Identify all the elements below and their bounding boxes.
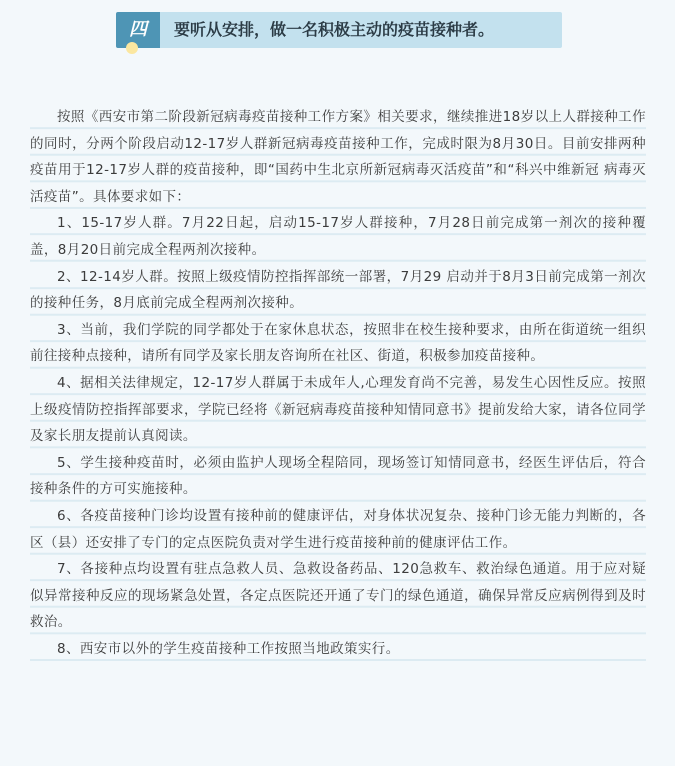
paragraph-item-6: 6、各疫苗接种门诊均设置有接种前的健康评估，对身体状况复杂、接种门诊无能力判断的，各区（县）还安排了专门的定点医院负责对学生进行疫苗接种前的健康评估工作。 <box>30 503 646 556</box>
paragraph-item-7: 7、各接种点均设置有驻点急救人员、急救设备药品、120急救车、救治绿色通道。用于应对疑似异常接种反应的现场紧急处置，各定点医院还开通了专门的绿色通道，确保异常反应病例得到及时救治。 <box>30 556 646 636</box>
paragraph-intro: 按照《西安市第二阶段新冠病毒疫苗接种工作方案》相关要求，继续推进18岁以上人群接种工作的同时，分两个阶段启动12-17岁人群新冠病毒疫苗接种工作，完成时限为8月30日。目前安排两种疫苗用于12-17岁人群的疫苗接种，即“国药中生北京所新冠病毒灭活疫苗”和“科兴中维新冠 病毒灭活疫苗”。具体要求如下： <box>30 104 646 210</box>
paragraph-item-5: 5、学生接种疫苗时，必须由监护人现场全程陪同，现场签订知情同意书，经医生评估后，符合接种条件的方可实施接种。 <box>30 450 646 503</box>
section-header <box>116 12 562 48</box>
section-title: 要听从安排，做一名积极主动的疫苗接种者。 <box>174 20 495 39</box>
paragraph-item-4: 4、据相关法律规定，12-17岁人群属于未成年人,心理发育尚不完善，易发生心因性反应。按照上级疫情防控指挥部要求，学院已经将《新冠病毒疫苗接种知情同意书》提前发给大家，请各位同学及家长朋友提前认真阅读。 <box>30 370 646 450</box>
paragraph-item-1: 1、15-17岁人群。7月22日起，启动15-17岁人群接种，7月28日前完成第一剂次的接种覆盖，8月20日前完成全程两剂次接种。 <box>30 210 646 263</box>
article-body <box>30 104 646 662</box>
section-number-badge: 四 <box>116 12 160 48</box>
decorative-dot-icon <box>126 42 138 54</box>
paragraph-item-8: 8、西安市以外的学生疫苗接种工作按照当地政策实行。 <box>30 636 646 663</box>
paragraph-item-3: 3、当前，我们学院的同学都处于在家休息状态，按照非在校生接种要求，由所在街道统一组织前往接种点接种，请所有同学及家长朋友咨询所在社区、街道，积极参加疫苗接种。 <box>30 317 646 370</box>
paragraph-item-2: 2、12-14岁人群。按照上级疫情防控指挥部统一部署，7月29 启动并于8月3日前完成第一剂次的接种任务，8月底前完成全程两剂次接种。 <box>30 264 646 317</box>
